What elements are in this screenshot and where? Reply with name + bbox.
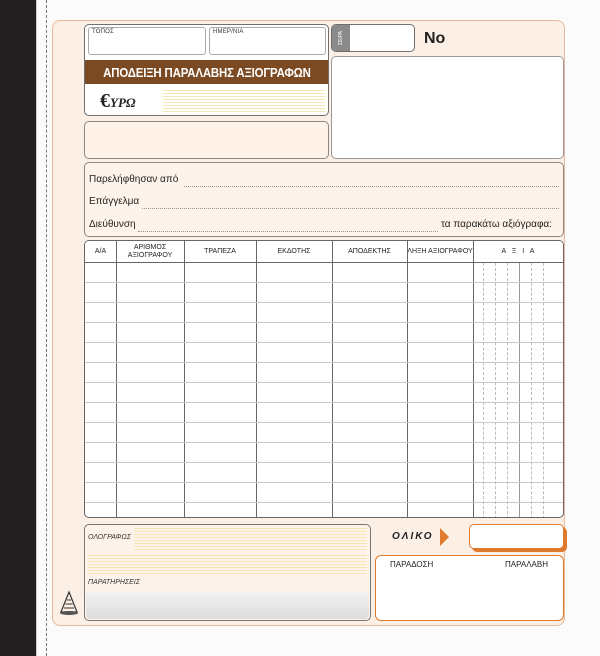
in-words-label: ΟΛΟΓΡΑΦΩΣ xyxy=(88,534,131,541)
currency-mark xyxy=(100,90,136,112)
received-from-label: Παρελήφθησαν από xyxy=(89,174,179,185)
total-field[interactable] xyxy=(469,524,564,549)
remarks-label: ΠΑΡΑΤΗΡΗΣΕΙΣ xyxy=(88,579,140,586)
title-banner xyxy=(85,60,328,84)
currency-word: ΥΡΩ xyxy=(110,95,136,110)
receipt-label: ΠΑΡΑΛΑΒΗ xyxy=(505,560,548,569)
place-field[interactable] xyxy=(88,27,206,55)
col-issuer: ΕΚΔΟΤΗΣ xyxy=(277,248,311,255)
number-label: Νο xyxy=(424,30,446,47)
date-field[interactable] xyxy=(209,27,326,55)
amount-field[interactable] xyxy=(163,90,325,112)
table-rows[interactable] xyxy=(85,263,563,518)
col-value: Α Ξ Ι Α xyxy=(501,248,537,255)
following-label: τα παρακάτω αξιόγραφα: xyxy=(441,219,552,230)
in-words-field-line2[interactable] xyxy=(88,554,367,574)
binding-spine xyxy=(0,0,36,656)
col-aa: Α/Α xyxy=(94,248,107,255)
total-label: ΟΛΙΚΟ xyxy=(392,531,434,542)
col-bank: ΤΡΑΠΕΖΑ xyxy=(204,248,236,255)
remarks-field[interactable] xyxy=(86,592,369,619)
profession-label: Επάγγελμα xyxy=(89,196,140,207)
issuer-box xyxy=(331,56,564,159)
profession-line[interactable] xyxy=(142,208,559,209)
series-tab xyxy=(332,25,350,51)
address-line[interactable] xyxy=(138,231,438,232)
euro-symbol: € xyxy=(100,90,110,112)
delivery-label: ΠΑΡΑΔΟΣΗ xyxy=(390,560,434,569)
date-label: ΗΜΕΡ/ΝΙΑ xyxy=(213,29,244,35)
col-payee: ΑΠΟΔΕΚΤΗΣ xyxy=(348,248,391,255)
securities-table xyxy=(84,240,564,518)
notes-box[interactable] xyxy=(84,121,329,159)
received-from-line[interactable] xyxy=(184,186,559,187)
series-label: ΣΕΙΡΑ xyxy=(338,30,344,46)
place-label: ΤΟΠΟΣ xyxy=(92,29,114,35)
col-number: ΑΡΙΘΜΟΣ ΑΞΙΟΓΡΑΦΟΥ xyxy=(127,244,173,259)
in-words-field[interactable] xyxy=(134,528,367,550)
total-arrow-icon xyxy=(440,528,449,546)
document-title: ΑΠΟΔΕΙΞΗ ΠΑΡΑΛΑΒΗΣ ΑΞΙΟΓΡΑΦΩΝ xyxy=(102,64,311,80)
perforation-line xyxy=(46,0,47,656)
address-label: Διεύθυνση xyxy=(89,219,136,230)
publisher-logo-icon xyxy=(58,588,80,616)
col-maturity: ΛΗΞΗ ΑΞΙΟΓΡΑΦΟΥ xyxy=(407,248,473,255)
